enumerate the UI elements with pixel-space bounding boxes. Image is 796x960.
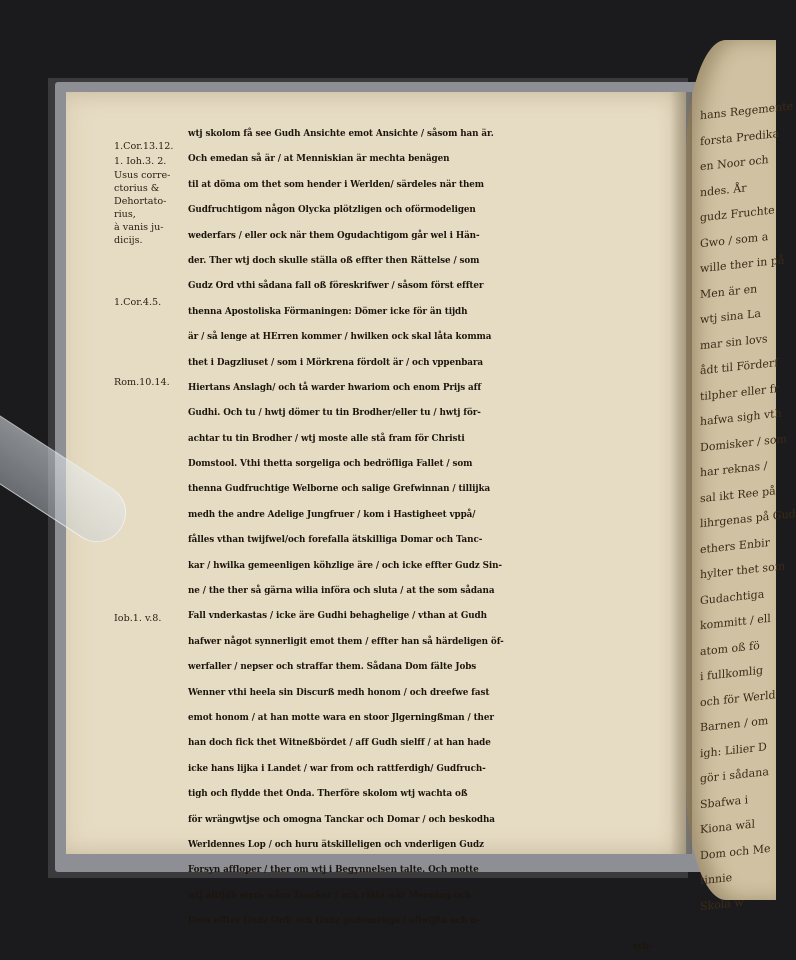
text-line: til at döma om thet som hender i Werlden/ särdeles när them: [188, 179, 484, 190]
facing-text-line: Domisker / som: [700, 431, 787, 454]
margin-note-usus: [114, 169, 170, 247]
text-line: kar / hwilka gemeenligen köhzlige äre / och icke effter Gudz Sin-: [188, 560, 502, 571]
text-line: der. Ther wtj doch skulle ställa oß effter then Rättelse / som: [188, 255, 480, 266]
text-line: wederfars / eller ock när them Ogudachtigom går wel i Hän-: [188, 230, 480, 241]
margin-note-ref-iob: Iob.1. v.8.: [114, 613, 162, 624]
facing-text-line: Skola w: [700, 895, 744, 913]
text-line: thet i Dagzliuset / som i Mörkrena fördolt är / och vppenbara: [188, 357, 484, 368]
facing-text-line: Men är en: [700, 281, 758, 301]
text-line: Werldennes Lop / och huru ätskilleligen och vnderligen Gudz: [188, 839, 484, 850]
facing-text-line: lihrgenas på Gud: [700, 507, 796, 531]
margin-note-line: Usus corre-: [114, 170, 171, 181]
text-line: Domstool. Vthi thetta sorgeliga och bedröfliga Fallet / som: [188, 459, 473, 470]
facing-text-line: Kiona wäl: [700, 817, 755, 837]
margin-note-line: dicijs.: [114, 235, 143, 246]
facing-text-line: Barnen / om: [700, 714, 769, 735]
facing-text-line: ethers Enbir: [700, 535, 770, 556]
text-line: thenna Gudfruchtige Welborne och salige Grefwinnan / tillijka: [188, 484, 491, 495]
main-text-block: [188, 122, 668, 960]
text-line: Gudhi. Och tu / hwtj dömer tu tin Brodher/eller tu / hwtj för-: [188, 408, 481, 419]
text-line: för wrängwtjse och omogna Tanckar och Domar / och beskodha: [188, 814, 495, 825]
text-line: werfaller / nepser och straffar them. Sådana Dom fälte Jobs: [188, 662, 477, 673]
facing-text-line: wille ther in på: [700, 253, 785, 276]
facing-text-line: atom oß fö: [700, 638, 760, 658]
facing-text-line: och för Werld: [700, 687, 776, 709]
margin-note-line: à vanis ju-: [114, 222, 164, 233]
facing-text-line: tilpher eller fr: [700, 381, 779, 403]
facing-text-line: ådt til Förderf: [700, 356, 779, 378]
facing-text-line: Gudachtiga: [700, 587, 765, 607]
facing-text-line: en Noor och: [700, 153, 769, 174]
facing-text-line: wtj sina La: [700, 306, 761, 327]
margin-note-line: Dehortato-: [114, 196, 167, 207]
facing-text-line: hans Regemente: [700, 99, 794, 123]
text-line: Forsyn affloper / ther om wtj i Begynnelsen talte. Och motte: [188, 865, 479, 876]
facing-text-line: Dom och Me: [700, 841, 771, 862]
facing-text-line: har reknas /: [700, 459, 768, 480]
margin-note-ref-1joh: 1. Ioh.3. 2.: [114, 156, 167, 167]
text-line: achtar tu tin Brodher / wtj moste alle stå fram för Christi: [188, 433, 465, 444]
margin-note-line: rius,: [114, 209, 136, 220]
facing-text-line: sal ikt Ree på: [700, 483, 776, 505]
facing-text-line: hylter thet som: [700, 559, 786, 582]
margin-note-ref-1cor4: 1.Cor.4.5.: [114, 297, 162, 308]
facing-page: [686, 40, 796, 913]
text-line: ne / the ther så gärna wilia införa och sluta / at the som sådana: [188, 586, 495, 597]
text-line: wtj skolom få see Gudh Ansichte emot Ansichte / såsom han är.: [188, 129, 494, 139]
text-line: han doch fick thet Witneßbördet / aff Gudh sielff / at han hade: [188, 738, 491, 749]
text-line: vth-: [633, 941, 652, 952]
margin-note-line: ctorius &: [114, 183, 160, 194]
facing-text-line: Sbafwa i: [700, 792, 749, 811]
text-line: wtj altijdh styra wåra Tanckar / och rätta wår Meening och: [188, 890, 472, 901]
facing-page-text: [686, 99, 796, 916]
facing-text-line: forsta Predika: [700, 126, 780, 148]
text-line: Hiertans Anslagh/ och tå warder hwariom och enom Prijs aff: [188, 382, 482, 393]
text-line: Fall vnderkastas / icke äre Gudhi behaghelige / vthan at Gudh: [188, 611, 487, 622]
text-line: Wenner vthi heela sin Discurß medh honom / och dreefwe fast: [188, 687, 490, 698]
text-line: thenna Apostoliska Förmaningen: Dömer icke för än tijdh: [188, 306, 468, 317]
facing-text-line: i fullkomlig: [700, 663, 764, 684]
text-line: är / så lenge at HErren kommer / hwilken ock skal låta komma: [188, 332, 492, 343]
facing-text-line: hafwa sigh vth: [700, 406, 782, 429]
text-line: Gudfruchtigom någon Olycka plötzligen och oförmodeligen: [188, 205, 476, 216]
facing-text-line: mar sin lovs: [700, 331, 768, 352]
facing-text-line: gudz Fruchte: [700, 203, 775, 225]
text-line: medh the andre Adelige Jungfruer / kom i Hastigheet vppå/: [188, 509, 476, 520]
text-line: hafwer något synnerligit emot them / effter han så härdeligen öf-: [188, 636, 504, 647]
text-line: Dom effter Gudz Ord/ och Gudz gudomeliga / allwijßa och o-: [188, 916, 480, 927]
margin-note-ref-rom: Rom.10.14.: [114, 377, 170, 388]
facing-text-line: Gwo / som a: [700, 229, 769, 250]
spine-shadow: [670, 92, 692, 854]
facing-text-line: igh: Lilier D: [700, 739, 767, 760]
text-line: tigh och flydde thet Onda. Therföre skolom wtj wachta oß: [188, 789, 468, 800]
text-line: emot honom / at han motte wara en stoor Jlgerningßman / ther: [188, 712, 494, 723]
facing-text-line: gör i sådana: [700, 765, 769, 786]
facing-text-line: kommitt / ell: [700, 611, 771, 633]
facing-text-line: tinnie: [700, 870, 733, 888]
text-line: Gudz Ord vthi sådana fall oß föreskrifwer / såsom först effter: [188, 281, 484, 292]
text-line: icke hans lijka i Landet / war from och rattferdigh/ Gudfruch-: [188, 763, 486, 774]
text-line: Och emedan så är / at Menniskian är mechta benägen: [188, 154, 450, 165]
facing-text-line: ndes. År: [700, 180, 747, 199]
text-line: fålles vthan twijfwel/och forefalla ätskilliga Domar och Tanc-: [188, 535, 483, 546]
margin-note-ref-1cor: 1.Cor.13.12.: [114, 141, 174, 152]
